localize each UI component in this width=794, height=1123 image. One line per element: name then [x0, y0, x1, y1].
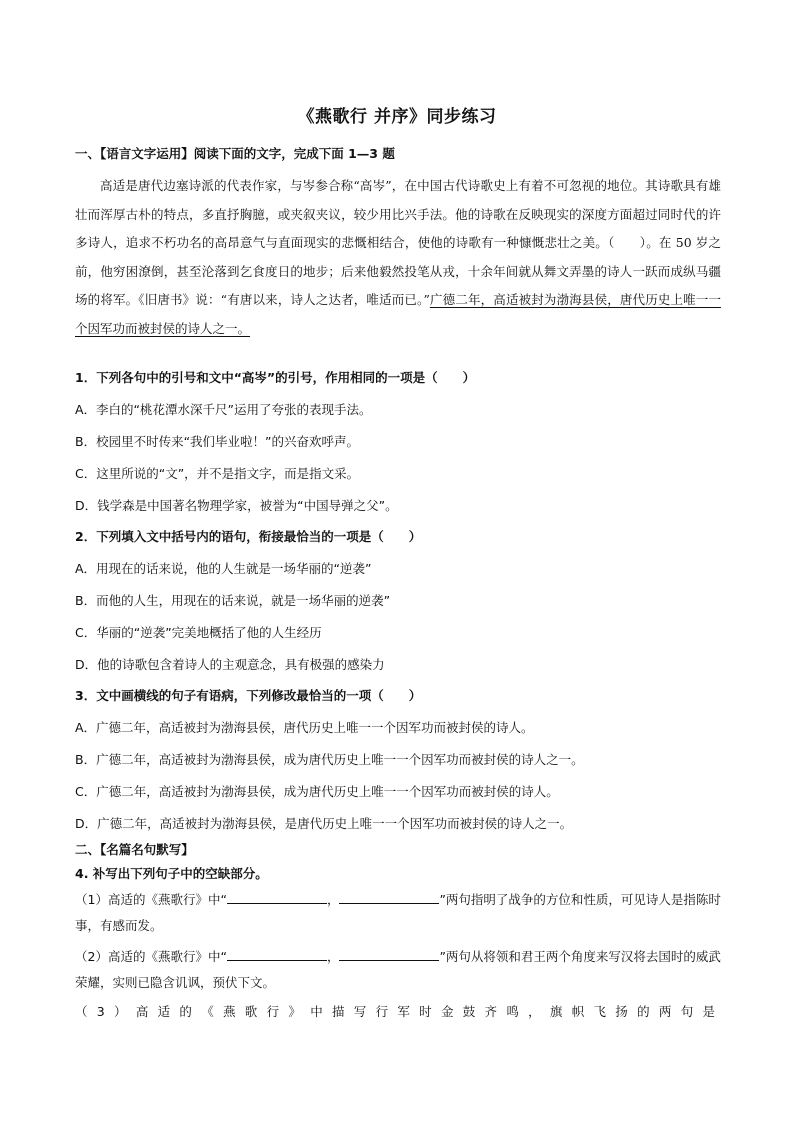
q1-option-d: D．钱学森是中国著名物理学家，被誉为“中国导弹之父”。 [75, 498, 398, 513]
q2-option-a: A．用现在的话来说，他的人生就是一场华丽的“逆袭” [75, 561, 372, 576]
section2-heading: 二、【名篇名句默写】 [75, 842, 194, 857]
question-3-stem: 3．文中画横线的句子有语病，下列修改最恰当的一项（ ） [75, 688, 422, 703]
fill-item-3: （3）高适的《燕歌行》中描写行军时金鼓齐鸣，旗帜飞扬的两句是 [75, 1004, 721, 1019]
answer-blank[interactable] [227, 889, 327, 904]
q1-option-a: A．李白的“桃花潭水深千尺”运用了夸张的表现手法。 [75, 402, 372, 417]
reading-passage [75, 172, 721, 343]
section1-heading: 一、【语言文字运用】阅读下面的文字，完成下面 1—3 题 [75, 146, 395, 161]
question-1-stem: 1．下列各句中的引号和文中“高岑”的引号，作用相同的一项是（ ） [75, 370, 476, 385]
answer-blank[interactable] [339, 946, 439, 961]
fill-item-1: （1）高适的《燕歌行》中“ ， ”两句指明了战争的方位和性质，可见诗人是指陈时事，有感而发。 [75, 887, 725, 939]
q2-option-c: C．华丽的“逆袭”完美地概括了他的人生经历 [75, 625, 322, 640]
q2-option-b: B．而他的人生，用现在的话来说，就是一场华丽的逆袭” [75, 593, 391, 608]
question-2-stem: 2．下列填入文中括号内的语句，衔接最恰当的一项是（ ） [75, 529, 422, 544]
q3-option-b: B．广德二年，高适被封为渤海县侯，成为唐代历史上唯一一个因军功而被封侯的诗人之一。 [75, 752, 584, 767]
fill-item-2: （2）高适的《燕歌行》中“ ， ”两句从将领和君王两个角度来写汉将去国时的威武荣耀，实则已隐含讥讽，预伏下文。 [75, 944, 725, 996]
question-4-stem: 4. 补写出下列句子中的空缺部分。 [75, 866, 268, 881]
answer-blank[interactable] [227, 946, 327, 961]
answer-blank[interactable] [339, 889, 439, 904]
q1-option-b: B．校园里不时传来“我们毕业啦！”的兴奋欢呼声。 [75, 434, 360, 449]
page-title: 《燕歌行 并序》同步练习 [297, 107, 497, 127]
q1-option-c: C．这里所说的“文”，并不是指文字，而是指文采。 [75, 466, 360, 481]
q3-option-c: C．广德二年，高适被封为渤海县侯，成为唐代历史上唯一一个因军功而被封侯的诗人。 [75, 784, 559, 799]
passage-text: 高适是唐代边塞诗派的代表作家，与岑参合称“高岑”，在中国古代诗歌史上有着不可忽视的地位。其诗歌具有雄壮而浑厚古朴的特点，多直抒胸臆，或夹叙夹议，较少用比兴手法。他的诗歌在反映现实的深度方面超过同时代的许多诗人，追求不朽功名的高昂意气与直面现实的悲慨相结合，使他的诗歌有一种慷慨悲壮之美。（ ）。在 50 岁之前，他穷困潦倒，甚至沦落到乞食度日的地步；后来他毅然投笔从戎，十余年间就从舞文弄墨的诗人一跃而成纵马疆场的将军。《旧唐书》说：“有唐以来，诗人之达者，唯适而已。” [75, 178, 721, 307]
q3-option-a: A．广德二年，高适被封为渤海县侯，唐代历史上唯一一个因军功而被封侯的诗人。 [75, 720, 534, 735]
q3-option-d: D．广德二年，高适被封为渤海县侯，是唐代历史上唯一一个因军功而被封侯的诗人之一。 [75, 816, 573, 831]
passage-underlined-sentence: 广德二年，高适被封为渤海县侯，唐代历史上唯一一个因军功而被封侯的诗人之一。 [75, 292, 721, 336]
q2-option-d: D．他的诗歌包含着诗人的主观意念，具有极强的感染力 [75, 657, 385, 672]
